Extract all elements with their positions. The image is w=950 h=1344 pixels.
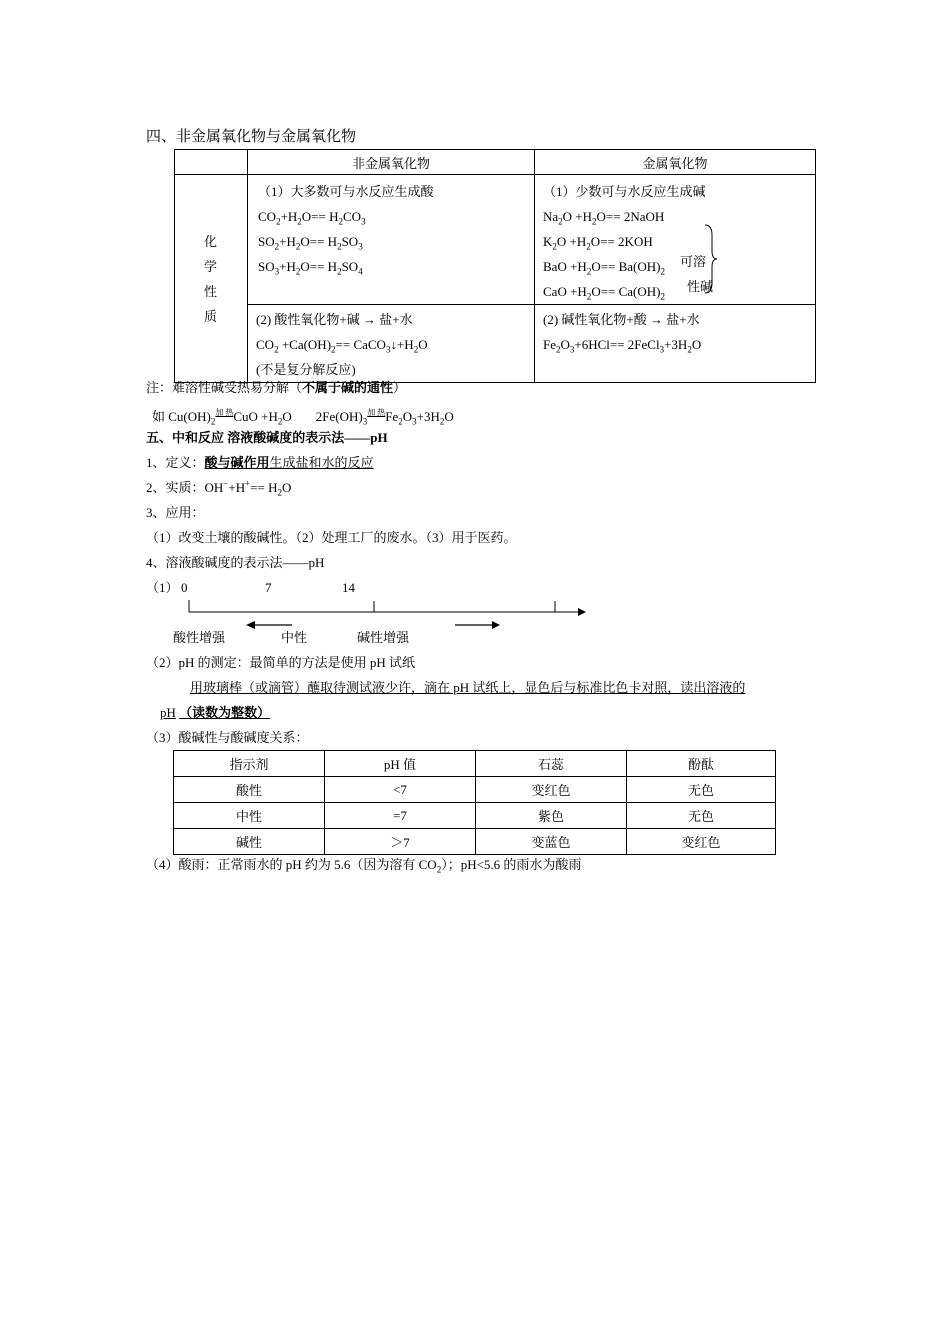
row-label-char: 性 bbox=[204, 284, 218, 299]
header-phenolphthalein: 酚酞 bbox=[627, 751, 776, 777]
acidity-indicator-table bbox=[173, 750, 776, 855]
table-cell: 中性 bbox=[174, 803, 325, 829]
row-label-char: 化 bbox=[204, 234, 218, 249]
table-cell: 无色 bbox=[627, 777, 776, 803]
cell-metal-acid bbox=[535, 305, 816, 383]
table-cell: 无色 bbox=[627, 803, 776, 829]
table-row bbox=[174, 829, 776, 855]
row-label-char: 质 bbox=[204, 309, 218, 324]
header-litmus: 石蕊 bbox=[476, 751, 627, 777]
section4-title: 四、非金属氧化物与金属氧化物 bbox=[146, 129, 357, 145]
table-corner-cell bbox=[175, 150, 248, 175]
nonmetal-base-note: (不是复分解反应) bbox=[256, 362, 356, 377]
header-metal: 金属氧化物 bbox=[535, 150, 816, 175]
scale-value-0: 0 bbox=[181, 580, 188, 595]
bracket-note-soluble: 可溶 bbox=[680, 254, 707, 269]
decomposition-examples: 如 $Cu(OH)_2^{加 热}CuO +H_2O$ $2Fe(OH)_3^{加 热}Fe_2O_3+3H_2O$ bbox=[152, 408, 454, 427]
essence-line: 2、实质：$OH^-+H^+== H_2O$ bbox=[146, 478, 292, 498]
row-label-char: 学 bbox=[204, 259, 218, 274]
bracket-note-base: 性碱 bbox=[687, 279, 714, 294]
table-cell: ＞7 bbox=[325, 829, 476, 855]
ph-title: 4、溶液酸碱度的表示法——pH bbox=[146, 555, 325, 570]
metal-acid-title: (2) 碱性氧化物+酸 → 盐+水 bbox=[543, 312, 700, 327]
eq-fe2o3-hcl: $Fe_2O_3+6HCl==$ $2FeCl_3+3H_2O$ bbox=[543, 337, 702, 355]
eq-so3-water: $SO_3+H_2O== H_2SO_4$ bbox=[258, 259, 363, 277]
application-items: （1）改变土壤的酸碱性。（2）处理工厂的废水。（3）用于医药。 bbox=[146, 530, 517, 545]
header-nonmetal: 非金属氧化物 bbox=[248, 150, 535, 175]
table-cell: 变蓝色 bbox=[476, 829, 627, 855]
table-cell: 碱性 bbox=[174, 829, 325, 855]
cell-nonmetal-base bbox=[248, 305, 535, 383]
neutral-label: 中性 bbox=[281, 630, 308, 645]
scale-value-7: 7 bbox=[265, 580, 272, 595]
heat-label: 加 热 bbox=[367, 408, 386, 417]
measure-title: （2）pH 的测定：最简单的方法是使用 pH 试纸 bbox=[146, 655, 416, 670]
metal-water-title: （1）少数可与水反应生成碱 bbox=[543, 184, 706, 199]
table-cell: 紫色 bbox=[476, 803, 627, 829]
note-insoluble-base: 注：难溶性碱受热易分解（不属于碱的通性） bbox=[146, 380, 407, 395]
section5-title: 五、中和反应 溶液酸碱度的表示法——pH bbox=[146, 430, 388, 445]
row-label-chemical-property bbox=[175, 175, 248, 383]
scale-label: （1） bbox=[146, 580, 179, 595]
eq-bao-water: BaO $+H_2O== Ba(OH)_2$ bbox=[543, 259, 665, 277]
definition-line: 1、定义：酸与碱作用生成盐和水的反应 bbox=[146, 455, 374, 470]
application-title: 3、应用： bbox=[146, 505, 205, 520]
measure-method-line1: 用玻璃棒（或滴管）蘸取待测试液少许，滴在 pH 试纸上，显色后与标准比色卡对照，读出溶液的 bbox=[190, 680, 746, 695]
eq-cao-water: CaO $+H_2O== Ca(OH)_2$ bbox=[543, 284, 665, 302]
table-cell: =7 bbox=[325, 803, 476, 829]
eq-co2-water: $CO_2+H_2O== H_2CO_3$ bbox=[258, 209, 366, 227]
table-cell: 变红色 bbox=[476, 777, 627, 803]
nonmetal-base-title: (2) 酸性氧化物+碱 → 盐+水 bbox=[256, 312, 413, 327]
scale-value-14: 14 bbox=[342, 580, 355, 595]
header-indicator: 指示剂 bbox=[174, 751, 325, 777]
table-cell: 变红色 bbox=[627, 829, 776, 855]
eq-k2o-water: $K_2O +H_2O== 2KOH$ bbox=[543, 234, 653, 252]
header-ph: pH 值 bbox=[325, 751, 476, 777]
acid-rain-line: （4）酸雨：正常雨水的 pH 约为 5.6（因为溶有 $CO_2$）；pH<5.6 的雨水为酸雨 bbox=[146, 857, 582, 875]
heat-label: 加 热 bbox=[215, 408, 234, 417]
eq-so2-water: $SO_2+H_2O== H_2SO_3$ bbox=[258, 234, 363, 252]
nonmetal-water-title: （1）大多数可与水反应生成酸 bbox=[258, 184, 434, 199]
base-increasing-label: 碱性增强 bbox=[357, 630, 410, 645]
table-row bbox=[174, 777, 776, 803]
table-row bbox=[174, 803, 776, 829]
eq-co2-limewater: $CO_2 +Ca(OH)_2==$ $CaCO_3↓+H_2O$ bbox=[256, 337, 428, 355]
table-cell: 酸性 bbox=[174, 777, 325, 803]
cell-nonmetal-water bbox=[248, 175, 535, 305]
acid-increasing-label: 酸性增强 bbox=[173, 630, 226, 645]
oxide-table bbox=[174, 149, 816, 383]
eq-na2o-water: $Na_2O +H_2O==$ 2NaOH bbox=[543, 209, 665, 227]
right-brace-icon bbox=[703, 223, 719, 295]
measure-method-line2: pH （读数为整数） bbox=[160, 705, 271, 720]
table-cell: <7 bbox=[325, 777, 476, 803]
relation-title: （3）酸碱性与酸碱度关系： bbox=[146, 730, 309, 745]
cell-metal-water bbox=[535, 175, 816, 305]
